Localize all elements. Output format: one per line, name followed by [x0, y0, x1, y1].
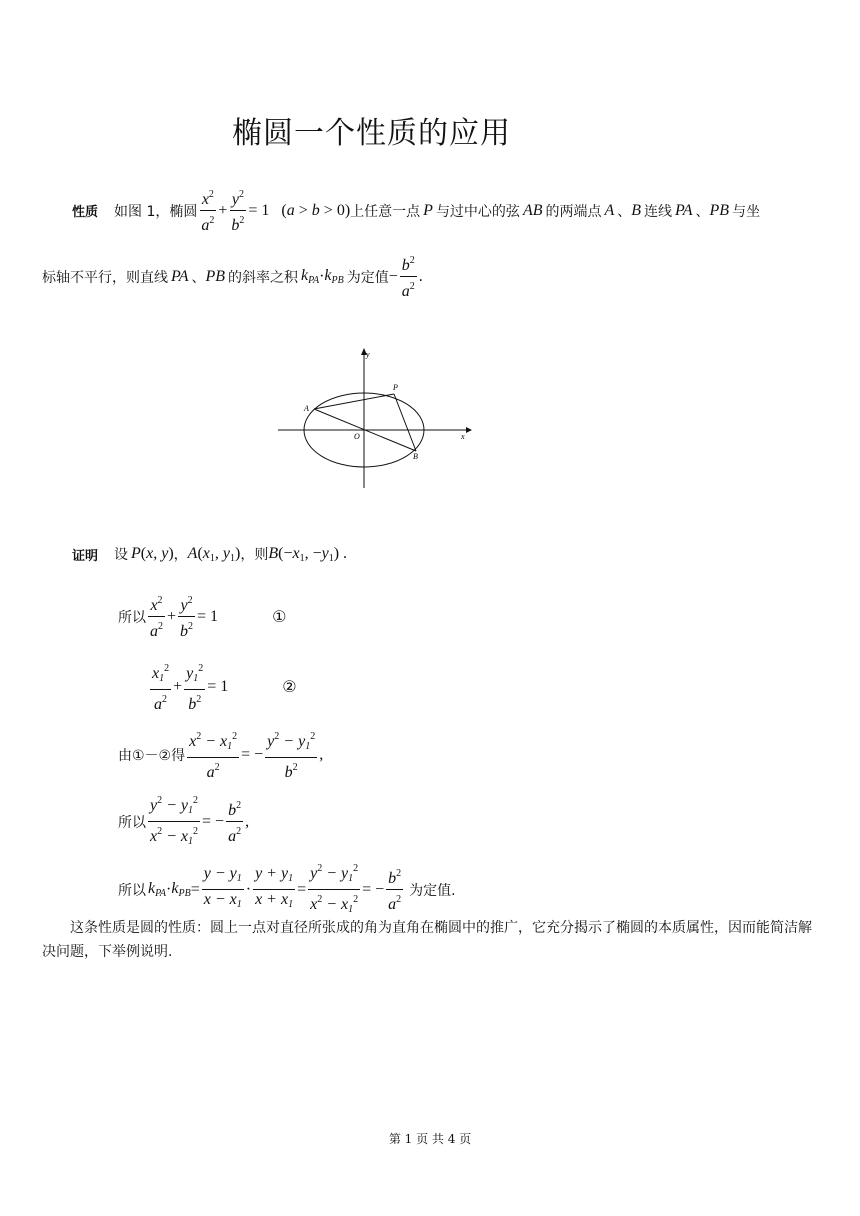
property-line2-end: 为定值 [346, 269, 389, 286]
page-footer: 第 1 页 共 4 页 [388, 1132, 472, 1146]
proof-line: 证明 设 P(x, y) ， $A(x_1$, $y_1$) ，则 $B(-x_1$, $-y_1$) . [72, 544, 348, 564]
from-label: 由①－②得 [118, 748, 186, 764]
property-connect: 连线 [644, 203, 673, 220]
closing-paragraph: 这条性质是圆的性质：圆上一点对直径所张成的角为直角在椭圆中的推广，它充分揭示了椭圆的本质属性，因而能简洁解决问题，下举例说明. [42, 920, 812, 960]
page-title: 椭圆一个性质的应用 [232, 116, 511, 151]
ellipse-figure [270, 345, 480, 495]
eq-marker-2: ② [282, 679, 297, 696]
property-line-1: 性质 如图 1，椭圆 $\frac{x^2}{a^2}$ + $\frac{y^2}{b^2}$ = 1 (a > b > 0) 上任意一点 P 与过中心的弦 AB 的两端点 A 、 B 连线 PA 、 PB 与坐 [72, 186, 760, 235]
property-line-2: 标轴不平行，则直线 PA 、 PB 的斜率之积 $k_{PA}$ · $k_{PB}$ 为定值 − $\frac{b^2}{a^2}$ . [42, 252, 423, 301]
property-mid2: 的两端点 [545, 203, 602, 220]
equation-1: 所以 $\frac{x^2}{a^2}$ + $\frac{y^2}{b^2}$ = 1 ① [118, 592, 286, 641]
proof-then: ，则 [240, 547, 269, 563]
ellipse-frac-y: $\frac{y^2}{b^2}$ [229, 186, 246, 235]
so-label-2: 所以 [118, 814, 146, 831]
label-y: y [366, 350, 370, 359]
eq-marker-1: ① [272, 608, 287, 626]
so-label-3: 所以 [118, 882, 146, 899]
property-mid: 与过中心的弦 [435, 203, 520, 220]
x-axis-arrow-icon [466, 427, 472, 433]
proof-set: 设 [114, 547, 129, 563]
property-label: 性质 [72, 205, 99, 220]
label-a: A [304, 404, 309, 413]
property-line2-mid: 的斜率之积 [228, 269, 299, 286]
so-label-1: 所以 [118, 609, 146, 626]
const-label: 为定值. [409, 882, 456, 899]
property-intro: 如图 1，椭圆 [114, 203, 198, 220]
label-p: P [393, 383, 398, 392]
property-end: 与坐 [732, 203, 761, 220]
label-o: O [354, 432, 360, 441]
equation-3: 由①－②得 $\frac{x^2 - x_1^2}{a^2}$ = − $\frac{y^2 - y_1^2}{b^2}$ , [118, 728, 323, 782]
equation-5: 所以 $k_{PA}$ · $k_{PB}$ = $\frac{y - y_1}{x - x_1}$ · $\frac{y + y_1}{x + x_1}$ = $\frac{y^2 - y_1^2}{x^2 - x_1^2}$ = − $\frac{b^2}{a^2}$ 为定值. [118, 860, 456, 919]
equation-4: 所以 $\frac{y^2 - y_1^2}{x^2 - x_1^2}$ = − $\frac{b^2}{a^2}$ , [118, 792, 249, 851]
equation-2: $\frac{x_1^2}{a^2}$ + $\frac{y_1^2}{b^2}$ = 1 ② [148, 660, 297, 714]
ellipse-frac-x: $\frac{x^2}{a^2}$ [199, 186, 216, 235]
proof-label: 证明 [72, 548, 99, 564]
const-frac: $\frac{b^2}{a^2}$ [400, 252, 417, 301]
property-after-eq: 上任意一点 [350, 203, 421, 220]
property-line2-start: 标轴不平行，则直线 [42, 269, 168, 286]
label-x: x [461, 432, 465, 441]
label-b: B [413, 452, 418, 461]
